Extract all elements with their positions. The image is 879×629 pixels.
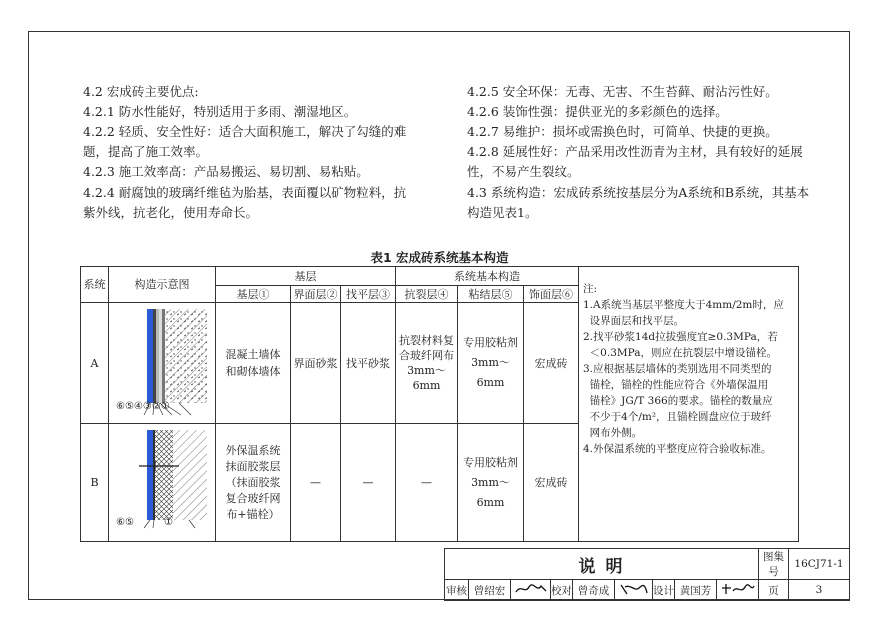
title-block-title: 说 明 (445, 549, 759, 580)
page-label: 页 (759, 580, 789, 601)
header-structure: 系统基本构造 (396, 267, 579, 286)
table-caption: 表1 宏成砖系统基本构造 (370, 250, 509, 265)
header-system: 系统 (81, 267, 109, 303)
header-base: 基层 (216, 267, 396, 286)
text-line: 4.2.4 耐腐蚀的玻璃纤维毡为胎基，表面覆以矿物粒料，抗 (83, 185, 407, 200)
row-a-finish: 宏成砖 (524, 303, 579, 424)
notes (583, 281, 793, 457)
signature-icon (513, 582, 549, 596)
note-line: 3.应根据基层墙体的类别选用不同类型的 (583, 363, 772, 375)
note-line: 2.找平砂浆14d拉拔强度宜≥0.3MPa，若 (583, 331, 778, 343)
page-number: 3 (789, 580, 850, 601)
proofer-signature (615, 580, 653, 601)
header-diagram: 构造示意图 (109, 267, 216, 303)
note-line: 锚栓，锚栓的性能应符合《外墙保温用 (583, 379, 769, 391)
text-line: 4.2.6 装饰性强：提供亚光的多彩颜色的选择。 (467, 104, 728, 119)
row-a-layer-labels: ⑥⑤④③②① (116, 401, 170, 412)
row-a-base: 混凝土墙体 和砌体墙体 (216, 303, 291, 424)
text-line: 构造见表1。 (467, 205, 538, 220)
note-line: 1.A系统当基层平整度大于4mm/2m时，应 (583, 299, 784, 311)
row-b-id: B (81, 424, 109, 542)
text-line: 题，提高了施工效率。 (83, 144, 209, 159)
header-col-interface: 界面层② (291, 286, 341, 303)
row-b-bond: 专用胶粘剂 3mm～6mm (458, 424, 524, 542)
text-line: 紫外线，抗老化，使用寿命长。 (83, 205, 259, 220)
row-b-crack: — (396, 424, 458, 542)
designer-signature (717, 580, 759, 601)
row-b-interface: — (291, 424, 341, 542)
header-col-finish: 饰面层⑥ (524, 286, 579, 303)
row-a-bond: 专用胶粘剂 3mm～6mm (458, 303, 524, 424)
text-line: 4.2.3 施工效率高：产品易搬运、易切割、易粘贴。 (83, 164, 369, 179)
note-line: 4.外保温系统的平整度应符合验收标准。 (583, 443, 772, 455)
header-col-crack: 抗裂层④ (396, 286, 458, 303)
text-line: 4.2.7 易维护：损坏或需换色时，可简单、快捷的更换。 (467, 124, 778, 139)
text-line: 4.2.2 轻质、安全性好：适合大面积施工，解决了勾缝的难 (83, 124, 407, 139)
proof-label: 校对 (551, 580, 573, 601)
note-line: 不少于4个/m²，且锚栓圆盘应位于玻纤 (583, 411, 772, 423)
row-b-level: — (341, 424, 396, 542)
note-line: ＜0.3MPa，则应在抗裂层中增设锚栓。 (583, 347, 777, 359)
design-label: 设计 (653, 580, 675, 601)
text-line: 4.3 系统构造：宏成砖系统按基层分为A系统和B系统，其基本 (467, 185, 810, 200)
row-b-base: 外保温系统 抹面胶浆层 （抹面胶浆 复合玻纤网 布+锚栓） (216, 424, 291, 542)
designer-name: 黄国芳 (675, 580, 717, 601)
row-a-interface: 界面砂浆 (291, 303, 341, 424)
row-a-id: A (81, 303, 109, 424)
review-label: 审核 (445, 580, 469, 601)
reviewer-name: 曾绍宏 (469, 580, 511, 601)
header-col-base: 基层① (216, 286, 291, 303)
row-b-finish: 宏成砖 (524, 424, 579, 542)
title-block (444, 548, 850, 601)
row-b-layer-labels-right: ① (164, 517, 173, 528)
atlas-number: 16CJ71-1 (789, 549, 850, 580)
note-line: 设界面层和找平层。 (583, 315, 685, 327)
note-line: 网布外侧。 (583, 427, 643, 439)
note-line: 锚栓》JG/T 366的要求。锚栓的数量应 (583, 395, 773, 407)
proofer-name: 曾奇成 (573, 580, 615, 601)
row-a-crack: 抗裂材料复 合玻纤网布 3mm～6mm (396, 303, 458, 424)
row-b-layer-labels-left: ⑥⑤ (116, 517, 134, 528)
signature-icon (617, 582, 651, 596)
signature-icon (719, 582, 757, 596)
text-line: 4.2 宏成砖主要优点: (83, 84, 199, 99)
atlas-label: 图集号 (759, 549, 789, 580)
text-line: 4.2.1 防水性能好，特别适用于多雨、潮湿地区。 (83, 104, 357, 119)
header-col-bond: 粘结层⑤ (458, 286, 524, 303)
reviewer-signature (511, 580, 551, 601)
text-line: 4.2.5 安全环保：无毒、无害、不生苔藓、耐沾污性好。 (467, 84, 778, 99)
note-line: 注: (583, 283, 598, 295)
text-line: 性，不易产生裂纹。 (467, 164, 580, 179)
text-line: 4.2.8 延展性好：产品采用改性沥青为主材，具有较好的延展 (467, 144, 803, 159)
header-col-level: 找平层③ (341, 286, 396, 303)
row-a-level: 找平砂浆 (341, 303, 396, 424)
